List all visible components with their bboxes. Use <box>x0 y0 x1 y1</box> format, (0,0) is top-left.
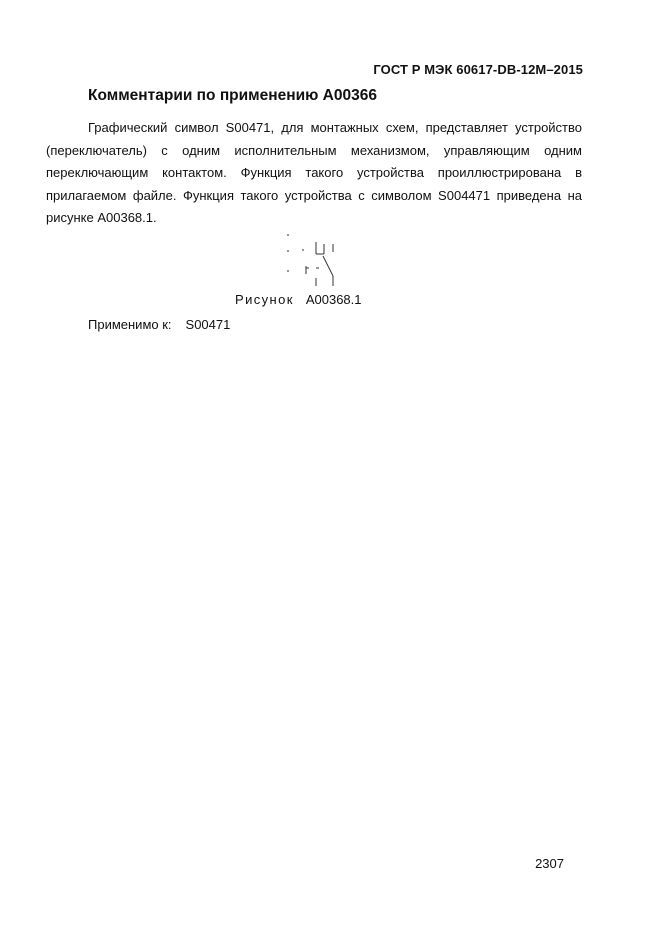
applies-to-value: S00471 <box>185 317 231 332</box>
applies-to-label: Применимо к: <box>88 317 172 332</box>
switch-symbol-drawing <box>282 230 346 288</box>
moving-contact-line <box>323 256 333 276</box>
section-title: Комментарии по применению A00366 <box>88 87 377 104</box>
page-number: 2307 <box>535 856 564 871</box>
applies-to-line <box>88 317 230 332</box>
figure-caption-word: Рисунок <box>235 292 294 307</box>
standard-code-header: ГОСТ Р МЭК 60617-DB-12M–2015 <box>373 62 583 77</box>
figure-caption <box>235 292 362 307</box>
switch-symbol-figure <box>282 230 346 288</box>
figure-caption-id: A00368.1 <box>305 292 362 307</box>
body-paragraph: Графический символ S00471, для монтажных схем, представляет устройство (переключатель) с одним исполнительным механизмом, управляющим одним переключающим контактом. Функция такого устройства проиллюстрирована в прилагаемом файле. Функция такого устройства с символом S004471 приведена на рисунке A00368.1. <box>46 120 582 226</box>
